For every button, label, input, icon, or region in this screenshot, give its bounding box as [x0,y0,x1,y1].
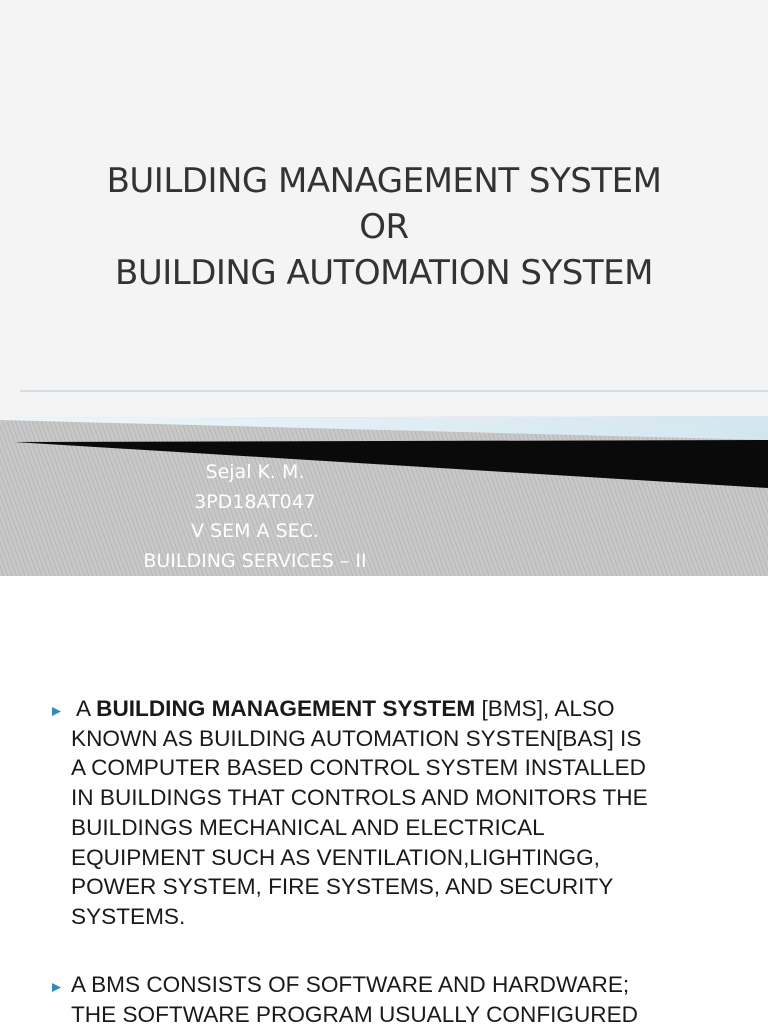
author-name: Sejal K. M. [205,461,305,483]
bullet-line: BUILDINGS MECHANICAL AND ELECTRICAL [71,814,545,840]
bullet-line: A BUILDING MANAGEMENT SYSTEM [BMS], ALSO [71,696,615,721]
bold-term: BUILDING MANAGEMENT SYSTEM [96,696,476,721]
triangle-bullet-icon [52,983,61,992]
bullet-line: EQUIPMENT SUCH AS VENTILATION,LIGHTINGG, [71,844,600,870]
bullet-line: SYSTEMS. [71,903,186,929]
bullet-text [71,970,731,1024]
subject-name: BUILDING SERVICES – II [143,549,367,572]
content-slide [0,576,768,1024]
semester-section: V SEM A SEC. [191,520,319,542]
author-id: 3PD18AT047 [194,490,316,513]
title-line-2: OR [359,207,409,247]
bullet-line: POWER SYSTEM, FIRE SYSTEMS, AND SECURITY [71,874,614,900]
title-line-3: BUILDING AUTOMATION SYSTEM [115,253,653,293]
title-line-1: BUILDING MANAGEMENT SYSTEM [106,161,662,201]
bullet-text [71,694,731,932]
bullet-line: A COMPUTER BASED CONTROL SYSTEM INSTALLED [71,755,646,781]
bullet-line: A BMS CONSISTS OF SOFTWARE AND HARDWARE; [71,972,630,997]
bullet-line: IN BUILDINGS THAT CONTROLS AND MONITORS THE [71,785,648,811]
triangle-bullet-icon [52,707,61,716]
slide-subtitle [60,458,450,576]
bullet-line: THE SOFTWARE PROGRAM USUALLY CONFIGURED [71,1001,638,1024]
slide-title [0,158,768,296]
bullet-line: KNOWN AS BUILDING AUTOMATION SYSTEN[BAS] IS [71,725,642,751]
